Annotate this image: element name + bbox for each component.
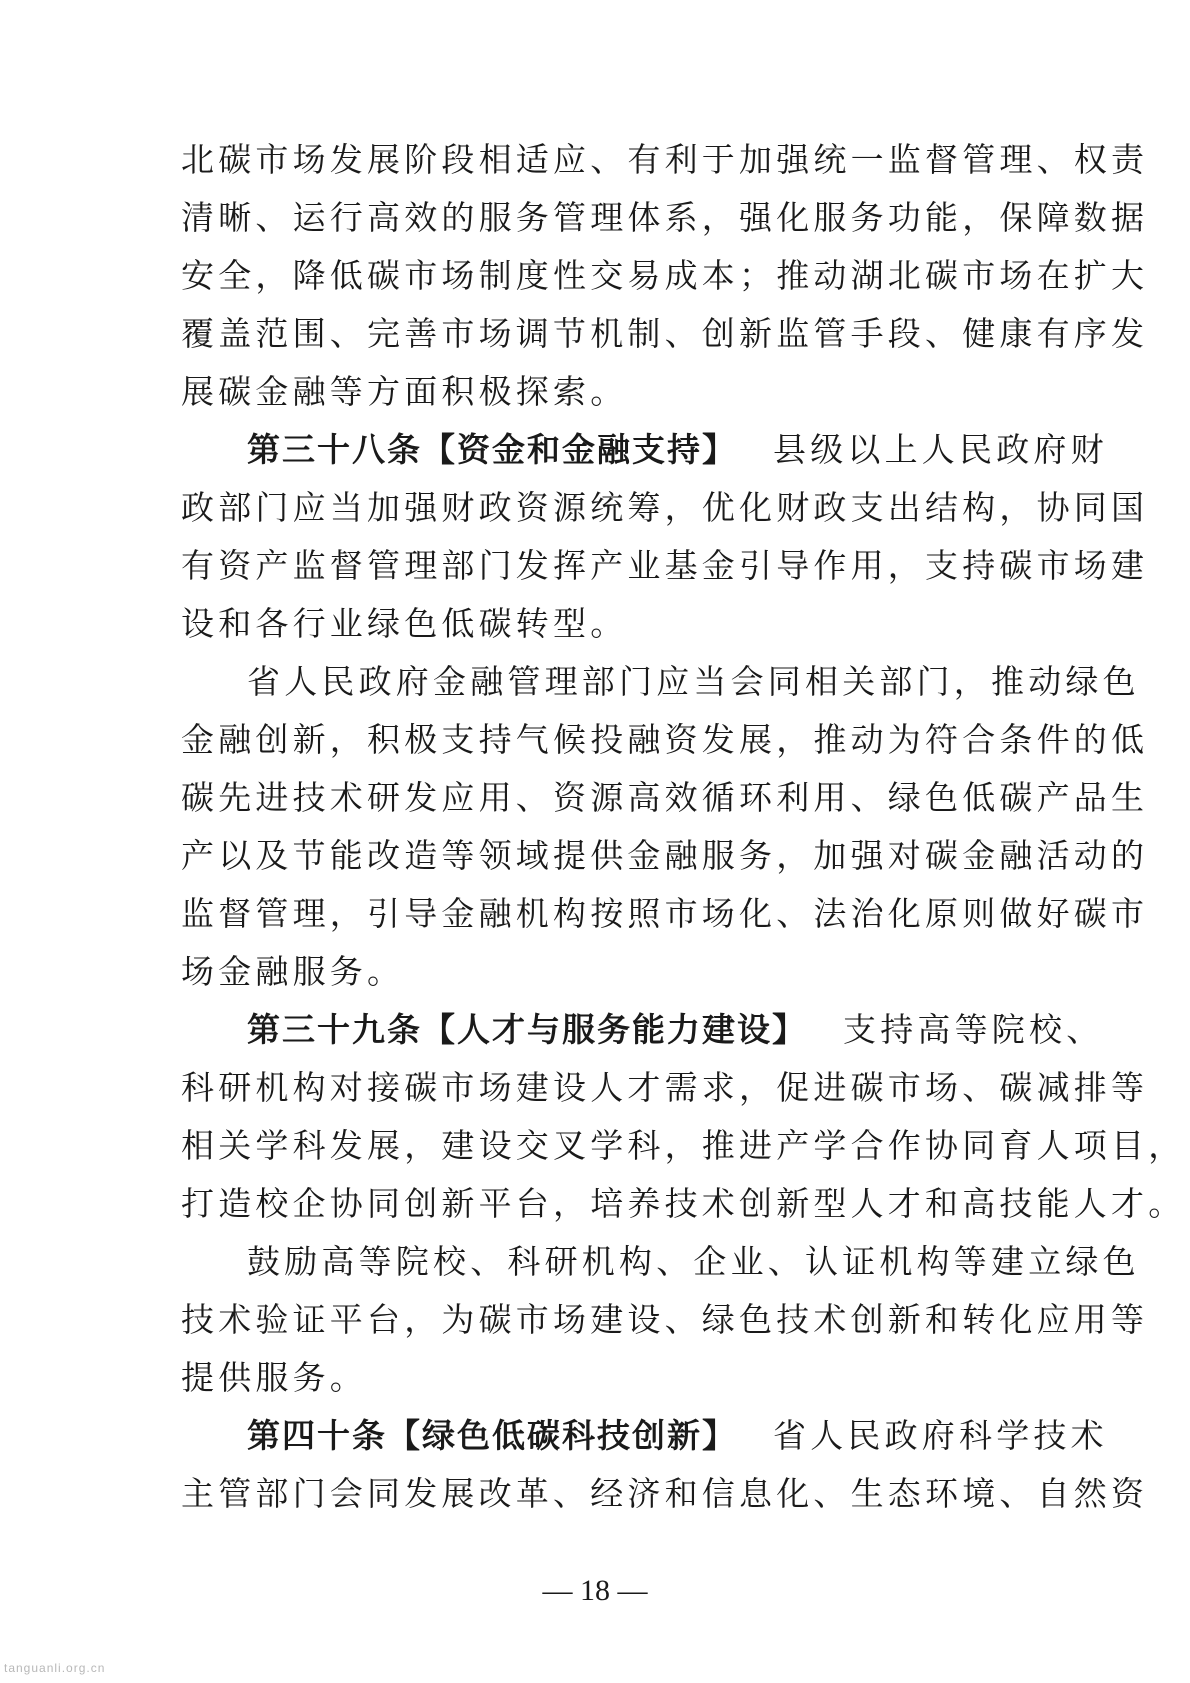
text-line: 设和各行业绿色低碳转型。 [181, 604, 628, 643]
text-line: 金融创新，积极支持气候投融资发展，推动为符合条件的低 [181, 720, 1149, 759]
article-40-first-line [247, 1416, 1108, 1456]
text-line: 碳先进技术研发应用、资源高效循环利用、绿色低碳产品生 [181, 778, 1149, 817]
article-39-heading: 第三十九条【人才与服务能力建设】 [247, 1010, 807, 1049]
article-40-text-start: 省人民政府科学技术 [773, 1416, 1108, 1455]
article-38-heading: 第三十八条【资金和金融支持】 [247, 430, 737, 469]
text-line: 相关学科发展，建设交叉学科，推进产学合作协同育人项目， [181, 1126, 1186, 1165]
text-line: 场金融服务。 [181, 952, 405, 991]
paragraph-first-line: 鼓励高等院校、科研机构、企业、认证机构等建立绿色 [247, 1242, 1140, 1281]
text-line: 产以及节能改造等领域提供金融服务，加强对碳金融活动的 [181, 836, 1149, 875]
text-line: 展碳金融等方面积极探索。 [181, 372, 628, 411]
text-line: 监督管理，引导金融机构按照市场化、法治化原则做好碳市 [181, 894, 1149, 933]
text-line: 政部门应当加强财政资源统筹，优化财政支出结构，协同国 [181, 488, 1149, 527]
text-line: 清晰、运行高效的服务管理体系，强化服务功能，保障数据 [181, 198, 1149, 237]
paragraph-first-line: 省人民政府金融管理部门应当会同相关部门，推动绿色 [247, 662, 1140, 701]
text-line: 提供服务。 [181, 1358, 367, 1397]
text-line: 覆盖范围、完善市场调节机制、创新监管手段、健康有序发 [181, 314, 1149, 353]
text-line: 技术验证平台，为碳市场建设、绿色技术创新和转化应用等 [181, 1300, 1149, 1339]
text-line: 打造校企协同创新平台，培养技术创新型人才和高技能人才。 [181, 1184, 1186, 1223]
article-38-text-start: 县级以上人民政府财 [773, 430, 1108, 469]
article-39-first-line [247, 1010, 1104, 1050]
article-40-heading: 第四十条【绿色低碳科技创新】 [247, 1416, 737, 1455]
text-line: 主管部门会同发展改革、经济和信息化、生态环境、自然资 [181, 1474, 1149, 1513]
text-line: 安全，降低碳市场制度性交易成本；推动湖北碳市场在扩大 [181, 256, 1149, 295]
text-line: 有资产监督管理部门发挥产业基金引导作用，支持碳市场建 [181, 546, 1149, 585]
text-line: 科研机构对接碳市场建设人才需求，促进碳市场、碳减排等 [181, 1068, 1149, 1107]
text-line: 北碳市场发展阶段相适应、有利于加强统一监督管理、权责 [181, 140, 1149, 179]
article-38-first-line [247, 430, 1108, 470]
page-number: — 18 — [542, 1574, 648, 1607]
article-39-text-start: 支持高等院校、 [843, 1010, 1104, 1049]
watermark: tanguanli.org.cn [4, 1661, 106, 1675]
